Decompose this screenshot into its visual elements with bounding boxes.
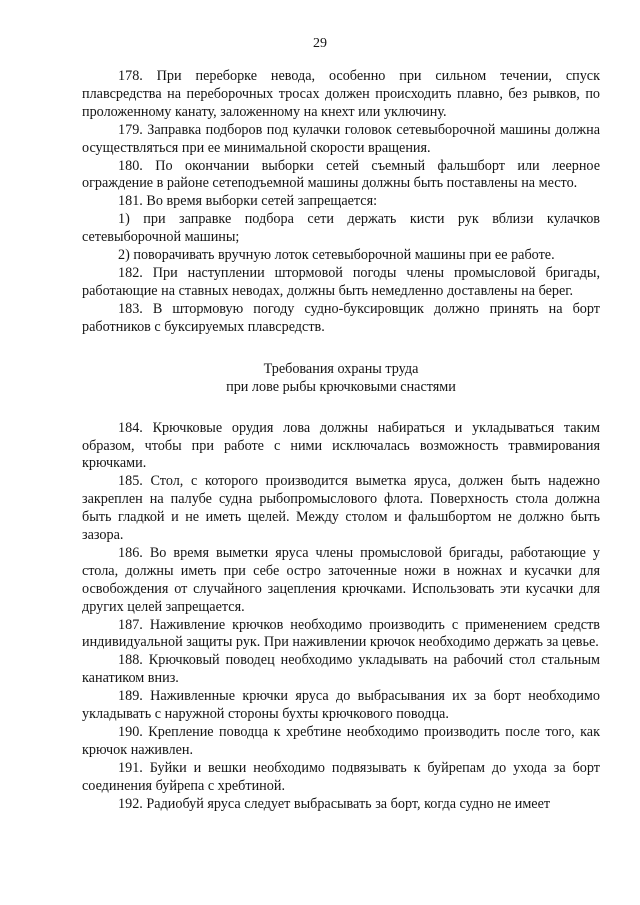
paragraph-187: 187. Наживление крючков необходимо производить с применением средств индивидуальной защиты рук. При наживлении крючок необходимо держать за цевье.: [82, 616, 600, 651]
page-number: 29: [313, 36, 327, 51]
paragraph-178: 178. При переборке невода, особенно при сильном течении, спуск плавсредства на переборочных тросах должен происходить плавно, без рывков, по проложенному канату, заложенному на кнехт или уключину.: [82, 68, 600, 120]
paragraph-185: 185. Стол, с которого производится выметка яруса, должен быть надежно закреплен на палубе судна рыбопромыслового флота. Поверхность стола должна быть гладкой и не иметь щелей. Между столом и фальшбортом не должно быть зазора.: [82, 473, 600, 544]
paragraph-181-item-1: 1) при заправке подбора сети держать кисти рук вблизи кулачков сетевыборочной машины;: [82, 211, 600, 246]
paragraph-182: 182. При наступлении штормовой погоды члены промысловой бригады, работающие на ставных неводах, должны быть немедленно доставлены на берег.: [82, 264, 600, 299]
paragraph-183: 183. В штормовую погоду судно-буксировщик должно принять на борт работников с буксируемых плавсредств.: [82, 300, 600, 335]
paragraph-192: 192. Радиобуй яруса следует выбрасывать за борт, когда судно не имеет: [118, 795, 551, 812]
paragraph-181: 181. Во время выборки сетей запрещается:: [118, 193, 378, 210]
paragraph-180: 180. По окончании выборки сетей съемный фальшборт или леерное ограждение в районе сетеподъемной машины должны быть поставлены на место.: [82, 157, 600, 192]
paragraph-179: 179. Заправка подборов под кулачки головок сетевыборочной машины должна осуществляться при ее минимальной скорости вращения.: [82, 121, 600, 156]
section-heading-line-1: Требования охраны труда: [263, 360, 419, 377]
paragraph-181-item-2: 2) поворачивать вручную лоток сетевыборочной машины при ее работе.: [118, 247, 555, 264]
paragraph-190: 190. Крепление поводца к хребтине необходимо производить после того, как крючок наживлен.: [82, 724, 600, 758]
page-body: [82, 68, 600, 814]
paragraph-186: 186. Во время выметки яруса члены промысловой бригады, работающие у стола, должны иметь при себе остро заточенные ножи в ножнах и кусачки для освобождения от случайного зацепления крючками. Использовать эти кусачки для других целей запрещается.: [82, 544, 600, 615]
section-heading-line-2: при лове рыбы крючковыми снастями: [226, 379, 456, 396]
paragraph-184: 184. Крючковые орудия лова должны набираться и укладываться таким образом, чтобы при работе с ними исключалась возможность травмирования крючками.: [82, 419, 600, 472]
paragraph-189: 189. Наживленные крючки яруса до выбрасывания их за борт необходимо укладывать с наружной стороны бухты крючкового поводца.: [82, 688, 600, 723]
paragraph-191: 191. Буйки и вешки необходимо подвязывать к буйрепам до ухода за борт соединения буйрепа с хребтиной.: [82, 759, 600, 794]
section-heading: [82, 360, 600, 397]
paragraph-188: 188. Крючковый поводец необходимо укладывать на рабочий стол стальным канатиком вниз.: [82, 652, 600, 687]
